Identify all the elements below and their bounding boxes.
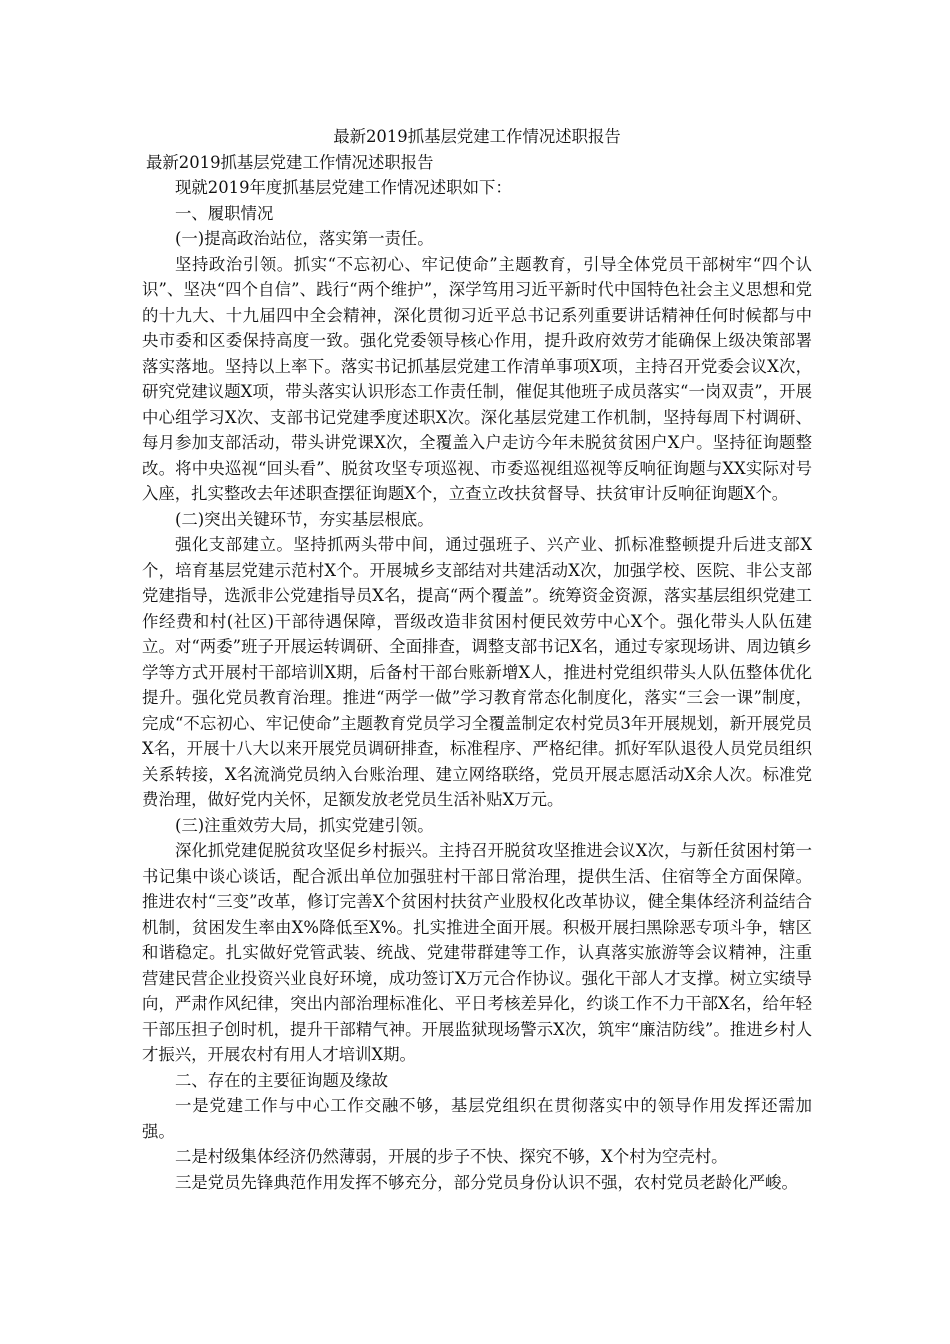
subsection-heading-1: (一)提高政治站位，落实第一责任。 bbox=[175, 229, 434, 248]
document-subtitle: 最新2019抓基层党建工作情况述职报告 bbox=[146, 152, 434, 172]
subsection-heading-2: (二)突出关键环节，夯实基层根底。 bbox=[175, 509, 434, 529]
document-title: 最新2019抓基层党建工作情况述职报告 bbox=[333, 127, 621, 146]
body-paragraph: 坚持政治引领。抓实“不忘初心、牢记使命”主题教育，引导全体党员干部树牢“四个认识”、坚决“四个自信”、践行“两个维护”，深学笃用习近平新时代中国特色社会主义思想和党的十九大、十九届四中全会精神，深化贯彻习近平总书记系列重要讲话精神任何时候都与中央市委和区委保持高度一致。强化党委领导核心作用，提升政府效劳才能确保上级决策部署落实落地。坚持以上率下。落实书记抓基层党建工作清单事项X项，主持召开党委会议X次，研究党建议题X项，带头落实认识形态工作责任制，催促其他班子成员落实“一岗双责”，开展中心组学习X次、支部书记党建季度述职X次。深化基层党建工作机制，坚持每周下村调研、每月参加支部活动，带头讲党课X次，全覆盖入户走访今年未脱贫贫困户X户。坚持征询题整改。将中央巡视“回头看”、脱贫攻坚专项巡视、市委巡视组巡视等反响征询题与XX实际对号入座，扎实整改去年述职查摆征询题X个，立查立改扶贫督导、扶贫审计反响征询题X个。 bbox=[142, 254, 812, 503]
body-paragraph: 深化抓党建促脱贫攻坚促乡村振兴。主持召开脱贫攻坚推进会议X次，与新任贫困村第一书记集中谈心谈话，配合派出单位加强驻村干部日常治理，提供生活、住宿等全方面保障。推进农村“三变”改革，修订完善X个贫困村扶贫产业股权化改革协议，健全集体经济利益结合机制，贫困发生率由X%降低至X%。扎实推进全面开展。积极开展扫黑除恶专项斗争，辖区和谐稳定。扎实做好党管武装、统战、党建带群建等工作，认真落实旅游等会议精神，注重营建民营企业投资兴业良好环境，成功签订X万元合作协议。强化干部人才支撑。树立实绩导向，严肃作风纪律，突出内部治理标准化、平日考核差异化，约谈工作不力干部X名，给年轻干部压担子创时机，提升干部精气神。开展监狱现场警示X次，筑牢“廉洁防线”。推进乡村人才振兴，开展农村有用人才培训X期。 bbox=[142, 841, 812, 1064]
body-paragraph: 强化支部建立。坚持抓两头带中间，通过强班子、兴产业、抓标准整顿提升后进支部X个，培育基层党建示范村X个。开展城乡支部结对共建活动X次，加强学校、医院、非公支部党建指导，选派非公党建指导员X名，提高“两个覆盖”。统筹资金资源，落实基层组织党建工作经费和村(社区)干部待遇保障，晋级改造非贫困村便民效劳中心X个。强化带头人队伍建立。对“两委”班子开展运转调研、全面排查，调整支部书记X名，通过专家现场讲、周边镇乡学等方式开展村干部培训X期，后备村干部台账新增X人，推进村党组织带头人队伍整体优化提升。强化党员教育治理。推进“两学一做”学习教育常态化制度化，落实“三会一课”制度，完成“不忘初心、牢记使命”主题教育党员学习全覆盖制定农村党员3年开展规划，新开展党员X名，开展十八大以来开展党员调研排查，标准程序、严格纪律。抓好军队退役人员党员组织关系转接，X名流淌党员纳入台账治理、建立网络联络，党员开展志愿活动X余人次。标准党费治理，做好党内关怀，足额发放老党员生活补贴X万元。 bbox=[142, 535, 812, 809]
problem-item: 一是党建工作与中心工作交融不够，基层党组织在贯彻落实中的领导作用发挥还需加强。 bbox=[142, 1096, 812, 1141]
intro-paragraph: 现就2019年度抓基层党建工作情况述职如下： bbox=[175, 178, 512, 197]
subsection-heading-3: (三)注重效劳大局，抓实党建引领。 bbox=[175, 815, 434, 835]
section-heading-problems: 二、存在的主要征询题及缘故 bbox=[175, 1070, 389, 1090]
document-page bbox=[142, 124, 812, 1195]
section-heading-duties: 一、履职情况 bbox=[175, 203, 274, 223]
problem-item: 三是党员先锋典范作用发挥不够充分，部分党员身份认识不强，农村党员老龄化严峻。 bbox=[175, 1172, 798, 1192]
problem-item: 二是村级集体经济仍然薄弱，开展的步子不快、探究不够，X个村为空壳村。 bbox=[175, 1147, 728, 1166]
